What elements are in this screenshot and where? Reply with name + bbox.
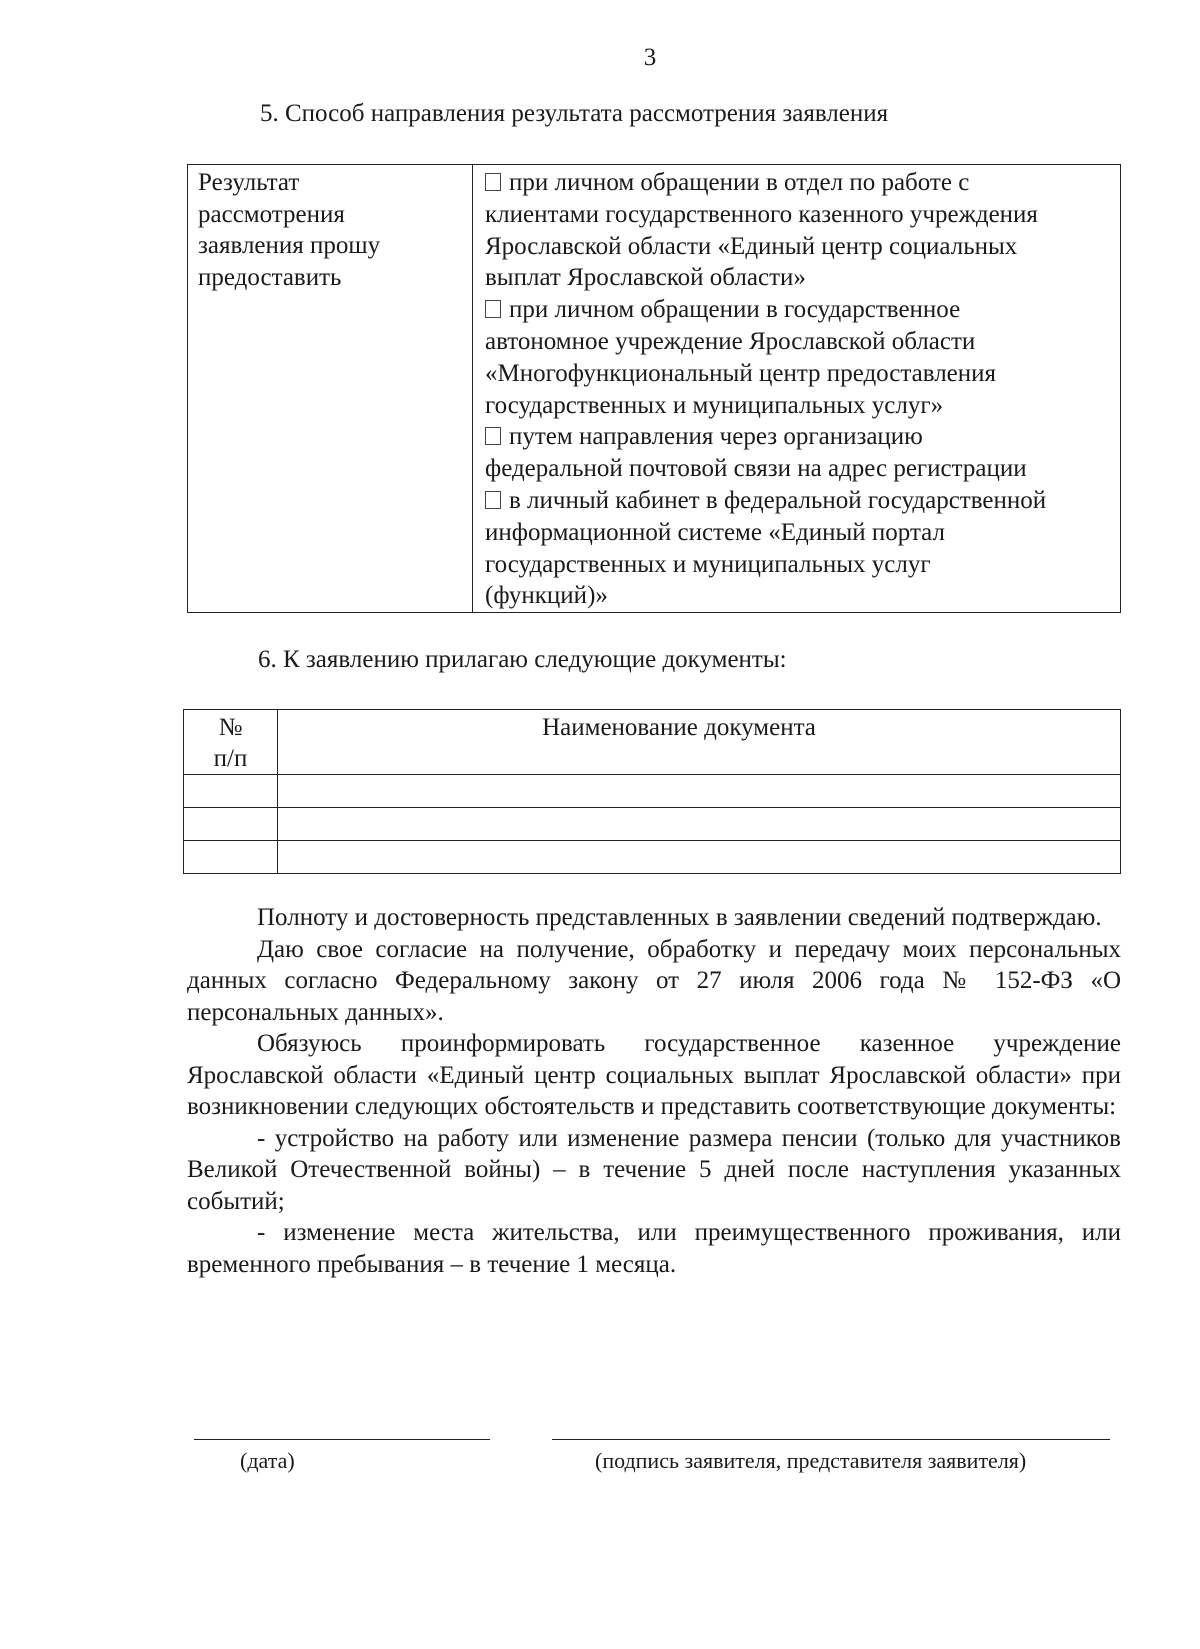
row-number-cell[interactable]: [184, 841, 278, 874]
paragraph-consent: Даю свое согласие на получение, обработку и передачу моих персональных данных согласно Федеральному закону от 27 июля 2006 года № 152-ФЗ «О персональных данных».: [187, 935, 1121, 1026]
delivery-label-line: предоставить: [198, 263, 342, 291]
option-line: информационной системе «Единый портал: [485, 518, 945, 546]
attached-documents-table: [183, 709, 1121, 874]
document-name-input[interactable]: [278, 841, 1120, 873]
option-line: при личном обращении в отдел по работе с: [509, 169, 970, 196]
delivery-label-line: рассмотрения: [198, 200, 345, 228]
row-number-input[interactable]: [184, 808, 277, 840]
option-line: при личном обращении в государственное: [509, 296, 961, 324]
column-header-number: [184, 710, 278, 775]
row-number-cell[interactable]: [184, 808, 278, 841]
paragraph-obligation: Обязуюсь проинформировать государственное казенное учреждение Ярославской области «Единый центр социальных выплат Ярославской области» при возникновении следующих обстоятельств и представить соответствующие документы:: [187, 1030, 1121, 1120]
delivery-label-line: заявления прошу: [198, 232, 381, 259]
checkbox-in-person-social-center[interactable]: [485, 173, 501, 191]
option-line: «Многофункциональный центр предоставления: [485, 359, 997, 387]
date-caption: (дата): [240, 1448, 295, 1473]
column-header-document-name: Наименование документа: [278, 710, 1121, 775]
document-name-cell[interactable]: [278, 841, 1121, 874]
table-row: [184, 808, 1121, 841]
delivery-options-cell: [473, 165, 1121, 613]
signature-caption: (подпись заявителя, представителя заявителя): [595, 1448, 1027, 1473]
document-name-cell[interactable]: [278, 808, 1121, 841]
signature-line[interactable]: [552, 1439, 1110, 1440]
option-line: выплат Ярославской области»: [485, 264, 806, 292]
option-line: федеральной почтовой связи на адрес регистрации: [485, 455, 1027, 483]
page-number: 3: [643, 44, 657, 71]
option-gosuslugi: [485, 485, 1110, 517]
option-line: в личный кабинет в федеральной государственной: [509, 486, 1047, 514]
row-number-cell[interactable]: [184, 775, 278, 808]
paragraph-employment-change: - устройство на работу или изменение размера пенсии (только для участников Великой Отечественной войны) – в течение 5 дней после наступления указанных событий;: [187, 1124, 1121, 1215]
declaration-text: [187, 902, 1121, 1280]
option-line: Ярославской области «Единый центр социальных: [485, 232, 1018, 260]
checkbox-in-person-mfc[interactable]: [485, 300, 501, 318]
document-name-cell[interactable]: [278, 775, 1121, 808]
option-line: клиентами государственного казенного учреждения: [485, 200, 1038, 228]
document-name-input[interactable]: [278, 775, 1120, 807]
option-mfc: [485, 294, 1110, 326]
row-number-input[interactable]: [184, 775, 277, 807]
column-header-number-abbr: п/п: [213, 745, 248, 772]
option-line: (функций)»: [485, 582, 608, 610]
column-header-number-symbol: №: [218, 714, 243, 741]
checkbox-postal-delivery[interactable]: [485, 427, 501, 445]
option-post: [485, 421, 1110, 453]
document-name-input[interactable]: [278, 808, 1120, 840]
paragraph-residence-change: - изменение места жительства, или преимущественного проживания, или временного пребывания – в течение 1 месяца.: [187, 1219, 1121, 1278]
option-line: государственных и муниципальных услуг: [485, 550, 931, 578]
table-row: [184, 841, 1121, 874]
option-line: путем направления через организацию: [509, 423, 923, 451]
option-line: автономное учреждение Ярославской области: [485, 327, 976, 355]
paragraph-confirmation: Полноту и достоверность представленных в заявлении сведений подтверждаю.: [257, 904, 1102, 931]
date-line[interactable]: [194, 1439, 490, 1440]
option-mfc-social-payments: [485, 167, 1110, 199]
delivery-method-label-cell: [188, 165, 473, 613]
delivery-method-table: [187, 164, 1121, 613]
row-number-input[interactable]: [184, 841, 277, 873]
checkbox-personal-account-portal[interactable]: [485, 491, 501, 509]
section-6-title: 6. К заявлению прилагаю следующие документы:: [258, 646, 787, 673]
table-row: [184, 775, 1121, 808]
option-line: государственных и муниципальных услуг»: [485, 391, 944, 419]
section-5-title: 5. Способ направления результата рассмотрения заявления: [260, 100, 889, 127]
delivery-label-line: Результат: [198, 169, 300, 196]
